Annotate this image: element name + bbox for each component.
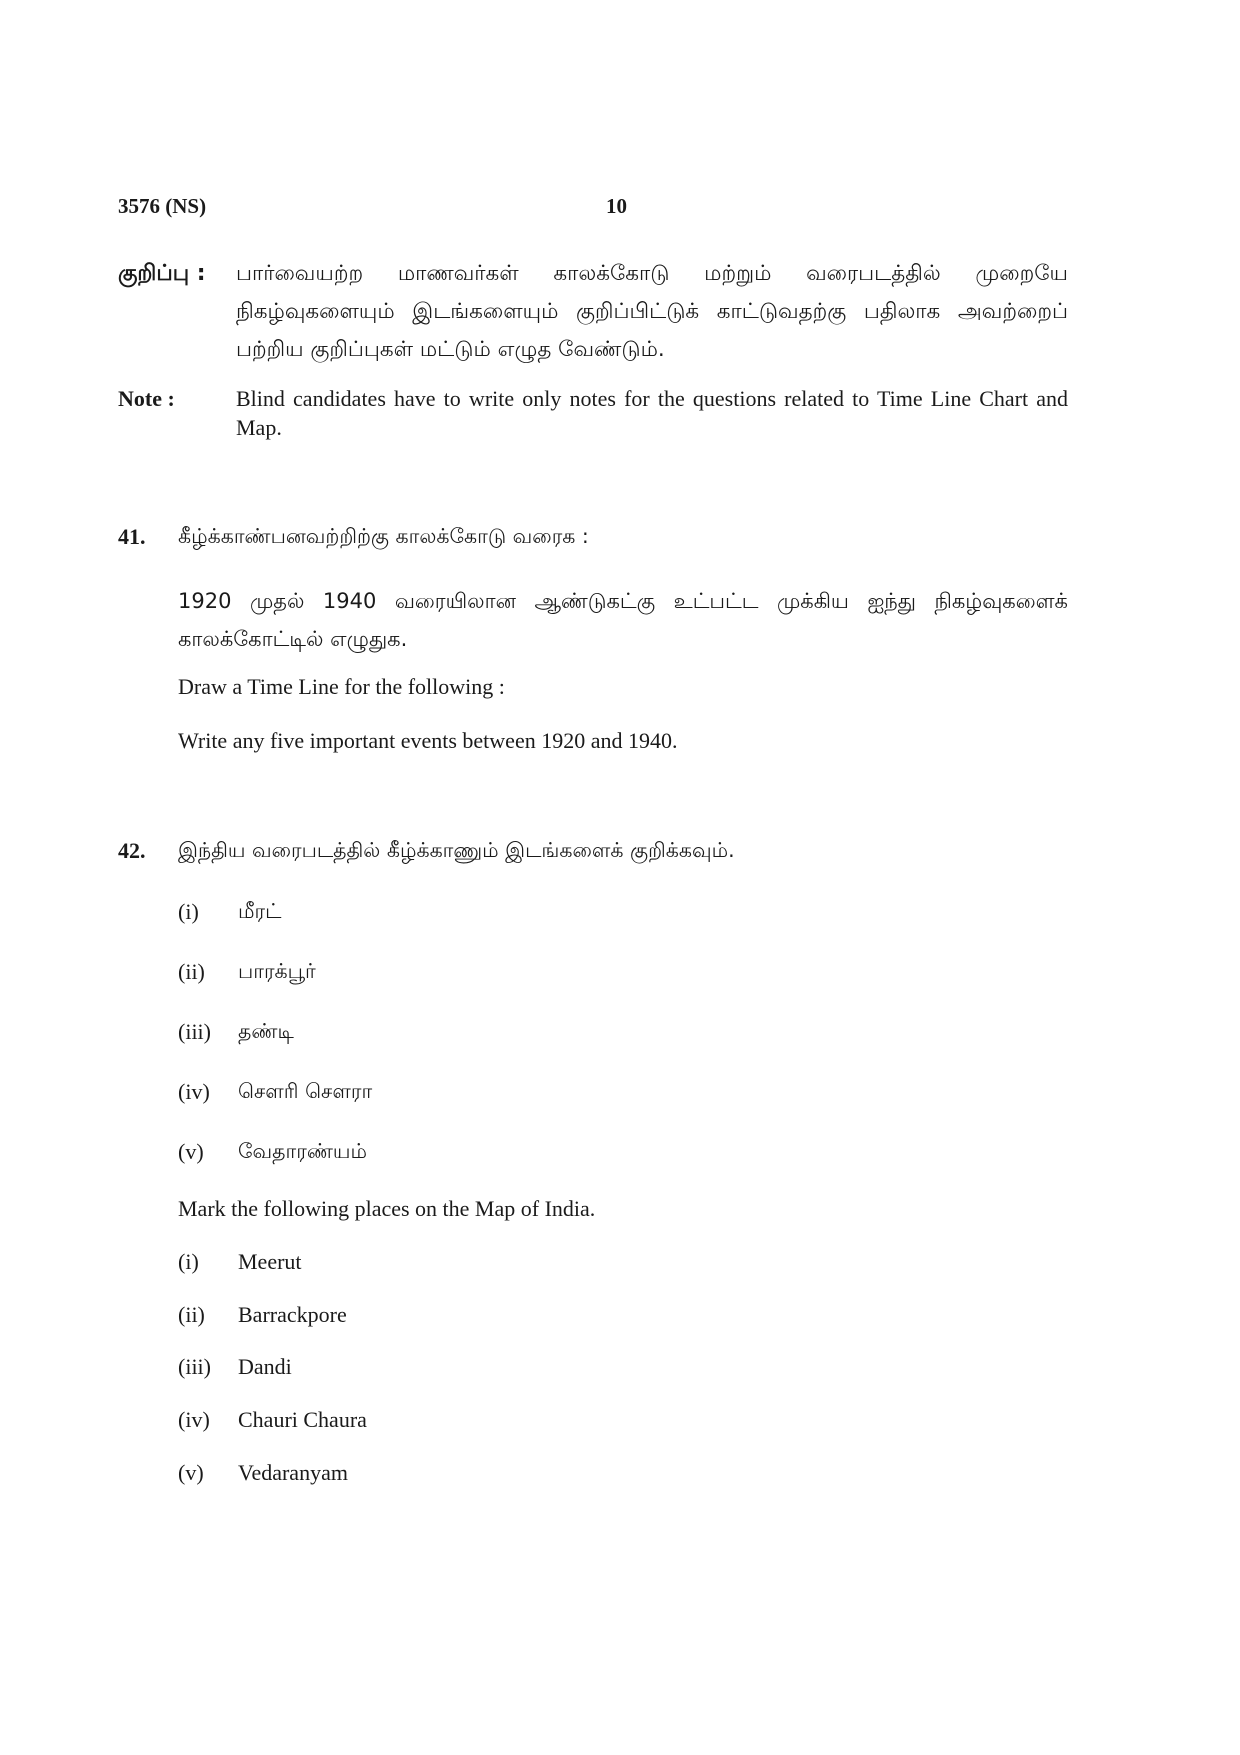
- list-item-number: (iv): [178, 1407, 210, 1432]
- list-item-number: (i): [178, 1249, 199, 1274]
- list-item-place-tamil: மீரட்: [238, 899, 282, 923]
- note-tamil-label: குறிப்பு :: [118, 261, 206, 286]
- question-41-number: 41.: [118, 524, 146, 549]
- question-41-body-english: Write any five important events between 1920 and 1940.: [178, 728, 678, 753]
- list-item-number: (ii): [178, 959, 205, 984]
- question-42-title-english: Mark the following places on the Map of India.: [178, 1196, 596, 1221]
- list-item-place-english: Chauri Chaura: [238, 1407, 367, 1432]
- list-item-number: (ii): [178, 1302, 205, 1327]
- list-item-place-english: Barrackpore: [238, 1302, 347, 1327]
- question-41-body-tamil: 1920 முதல் 1940 வரையிலான ஆண்டுகட்கு உட்பட்ட முக்கிய ஐந்து நிகழ்வுகளைக் காலக்கோட்டில் எழுதுக.: [178, 589, 1068, 651]
- list-item-number: (v): [178, 1460, 204, 1485]
- note-english: [118, 384, 1068, 442]
- list-item-place-english: Vedaranyam: [238, 1460, 348, 1485]
- question-41-title-tamil: கீழ்க்காண்பனவற்றிற்கு காலக்கோடு வரைக :: [178, 524, 589, 548]
- question-41-title-english: Draw a Time Line for the following :: [178, 674, 505, 699]
- paper-code: 3576 (NS): [118, 194, 207, 218]
- list-item-place-tamil: சௌரி சௌரா: [238, 1079, 373, 1103]
- question-42-number: 42.: [118, 838, 146, 863]
- note-english-text: Blind candidates have to write only notes for the questions related to Time Line Chart and Map.: [236, 386, 1068, 440]
- page-number: 10: [606, 194, 627, 218]
- list-item-number: (iv): [178, 1079, 210, 1104]
- list-item-place-tamil: தண்டி: [238, 1019, 294, 1043]
- question-42-title-tamil: இந்திய வரைபடத்தில் கீழ்க்காணும் இடங்களைக் குறிக்கவும்.: [178, 838, 735, 862]
- list-item-place-tamil: பாரக்பூர்: [238, 959, 316, 983]
- note-tamil: [118, 255, 1068, 369]
- list-item-place-english: Meerut: [238, 1249, 302, 1274]
- list-item-place-english: Dandi: [238, 1354, 292, 1379]
- list-item-place-tamil: வேதாரண்யம்: [238, 1139, 367, 1163]
- note-english-label: Note :: [118, 386, 175, 411]
- note-tamil-text: பார்வையற்ற மாணவர்கள் காலக்கோடு மற்றும் வரைபடத்தில் முறையே நிகழ்வுகளையும் இடங்களையும் குறிப்பிட்டுக் காட்டுவதற்கு பதிலாக அவற்றைப் பற்றிய குறிப்புகள் மட்டும் எழுத வேண்டும்.: [236, 261, 1068, 362]
- list-item-number: (i): [178, 899, 199, 924]
- list-item-number: (iii): [178, 1019, 211, 1044]
- list-item-number: (v): [178, 1139, 204, 1164]
- list-item-number: (iii): [178, 1354, 211, 1379]
